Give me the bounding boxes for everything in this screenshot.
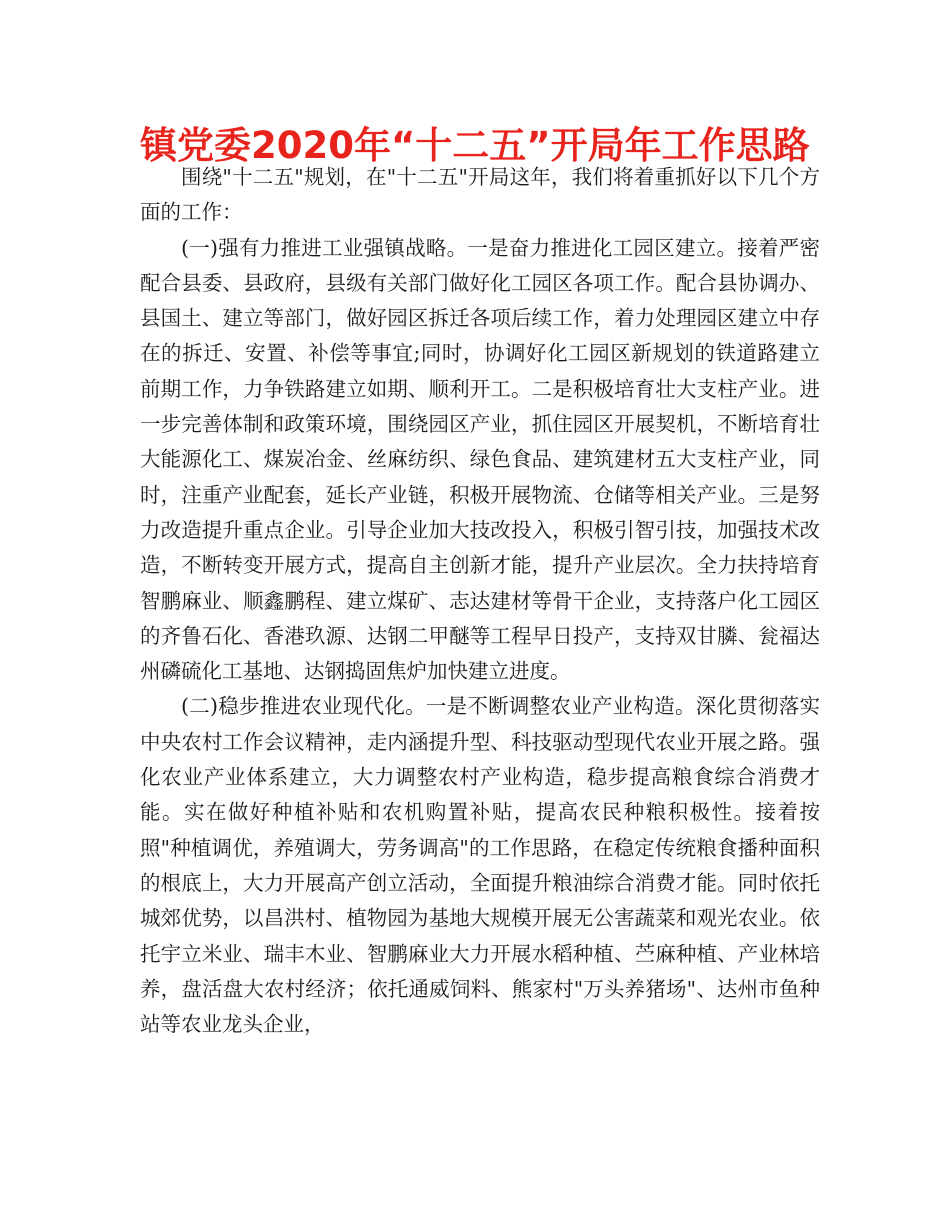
document-title: 镇党委2020年“十二五”开局年工作思路 [140, 124, 810, 167]
paragraph-intro: 围绕"十二五"规划，在"十二五"开局这年，我们将着重抓好以下几个方面的工作： [140, 165, 820, 225]
paragraph-industry: (一)强有力推进工业强镇战略。一是奋力推进化工园区建立。接着严密配合县委、县政府，县级有关部门做好化工园区各项工作。配合县协调办、县国土、建立等部门，做好园区拆迁各项后续工作，着力处理园区建立中存在的拆迁、安置、补偿等事宜;同时，协调好化工园区新规划的铁道路建立前期工作，力争铁路建立如期、顺利开工。二是积极培育壮大支柱产业。进一步完善体制和政策环境，围绕园区产业，抓住园区开展契机，不断培育壮大能源化工、煤炭冶金、丝麻纺织、绿色食品、建筑建材五大支柱产业，同时，注重产业配套，延长产业链，积极开展物流、仓储等相关产业。三是努力改造提升重点企业。引导企业加大技改投入，积极引智引技，加强技术改造，不断转变开展方式，提高自主创新才能，提升产业层次。全力扶持培育智鹏麻业、顺鑫鹏程、建立煤矿、志达建材等骨干企业，支持落户化工园区的齐鲁石化、香港玖源、达钢二甲醚等工程早日投产，支持双甘膦、瓮福达州磷硫化工基地、达钢捣固焦炉加快建立进度。 [140, 235, 820, 684]
document-body [140, 160, 820, 1042]
paragraph-agriculture: (二)稳步推进农业现代化。一是不断调整农业产业构造。深化贯彻落实中央农村工作会议精神，走内涵提升型、科技驱动型现代农业开展之路。强化农业产业体系建立，大力调整农村产业构造，稳步提高粮食综合消费才能。实在做好种植补贴和农机购置补贴，提高农民种粮积极性。接着按照"种植调优，养殖调大，劳务调高"的工作思路，在稳定传统粮食播种面积的根底上，大力开展高产创立活动，全面提升粮油综合消费才能。同时依托城郊优势，以昌洪村、植物园为基地大规模开展无公害蔬菜和观光农业。依托宇立米业、瑞丰木业、智鹏麻业大力开展水稻种植、苎麻种植、产业林培养，盘活盘大农村经济；依托通威饲料、熊家村"万头养猪场"、达州市鱼种站等农业龙头企业， [140, 694, 820, 1037]
